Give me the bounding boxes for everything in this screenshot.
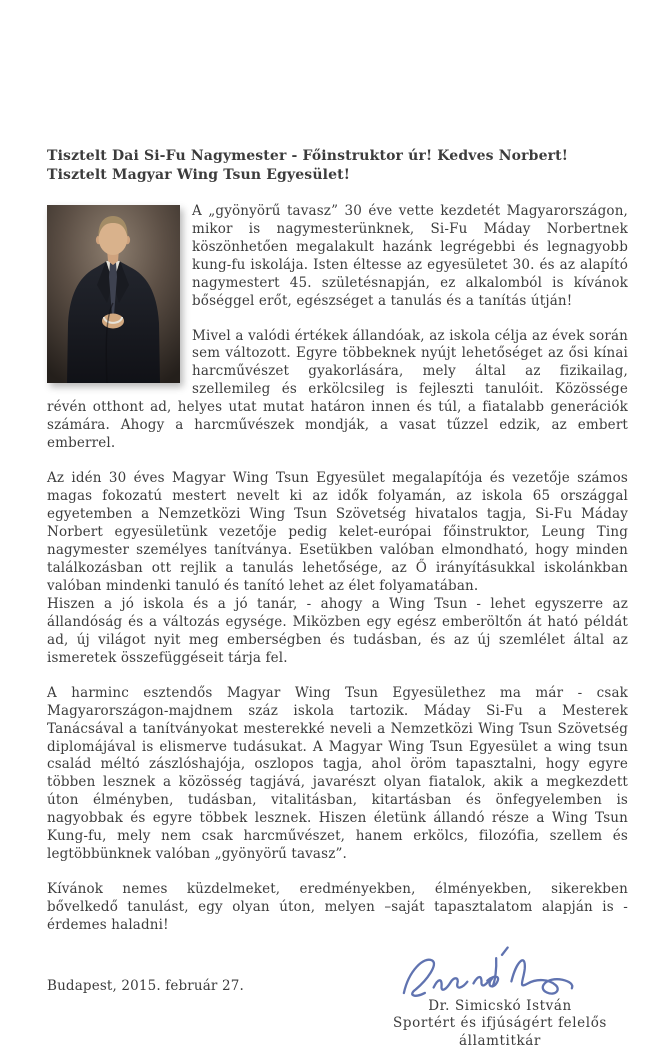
letter-paragraph-3: Az idén 30 éves Magyar Wing Tsun Egyesület megalapítója és vezetője számos magas fokozatú mestert nevelt ki az idők folyamán, az iskola 65 országgal egyetemben a Nemzetközi Wing Tsun Szövetség hivatalos tagja, Si-Fu Máday Norbert egyesületünk vezetője pedig kelet-európai főinstruktor, Leung Ting nagymester személyes tanítványa. Esetükben valóban elmondható, hogy minden találkozásban ott rejlik a tanulás lehetősége, az Ő irányításukkal iskolánkban valóban mindenki tanuló és tanító lehet az élet folyamatában. [47, 470, 628, 594]
signer-name: Dr. Simicskó István [428, 998, 572, 1015]
signer-title-2: államtitkár [459, 1032, 541, 1049]
letter-paragraph-4: Hiszen a jó iskola és a jó tanár, - ahogy a Wing Tsun - lehet egyszerre az állandóság és a változás egysége. Miközben egy egész emberöltőn át ható példát ad, új világot nyit meg emberségben és tudásban, és az új szemlélet által az ismeretek összefüggéseit tárja fel. [47, 595, 628, 666]
salutation-line-1: Tisztelt Dai Si-Fu Nagymester - Főinstruktor úr! Kedves Norbert! [47, 148, 569, 164]
salutation [47, 147, 628, 185]
date-line: Budapest, 2015. február 27. [47, 978, 244, 995]
handwritten-signature [391, 946, 609, 1002]
signer-title-1: Sportért és ifjúságért felelős [393, 1015, 607, 1032]
letter-paragraph-1: A „gyönyörű tavasz” 30 éve vette kezdetét Magyarországon, mikor is nagymesterünknek, Si-Fu Máday Norbertnek köszönhetően megalakult hazánk legrégebbi és legnagyobb kung-fu iskolája. Isten éltesse az egyesületet 30. és az alapító nagymestert 45. születésnapján, ez alkalomból is kívánok bőséggel erőt, egészséget a tanulás és a tanítás útján! [192, 202, 628, 309]
letter-paragraph-6: Kívánok nemes küzdelmeket, eredményekben, élményekben, sikerekben bővelkedő tanulást, egy olyan úton, melyen –saját tapasztalatom alapján is - érdemes haladni! [47, 881, 628, 934]
letter-paragraph-2: Mivel a valódi értékek állandóak, az iskola célja az évek során sem változott. Egyre többeknek nyújt lehetőséget az ősi kínai harcművészet gyakorlására, mely által az fizikailag, szellemileg és erkölcsileg is fejleszti tanulóit. Közössége révén otthont ad, helyes utat mutat határon innen és túl, a fiatalabb generációk számára. Ahogy a harcművészek mondják, a vasat tűzzel edzik, az embert emberrel. [47, 327, 628, 452]
portrait-photo-graphic [47, 205, 180, 383]
portrait-photo [47, 205, 180, 383]
salutation-line-2: Tisztelt Magyar Wing Tsun Egyesület! [47, 166, 351, 183]
closing-row [47, 952, 628, 1050]
letter-paragraph-5: A harminc esztendős Magyar Wing Tsun Egyesülethez ma már - csak Magyarországon-majdnem száz iskola tartozik. Máday Si-Fu a Mesterek Tanácsával a tanítványokat mesterekké neveli a Nemzetközi Wing Tsun Szövetség diplomájával is elismerve tudásukat. A Magyar Wing Tsun Egyesület a wing tsun család méltó zászlóshajója, oszlopos tagja, ahol öröm tapasztalni, hogy egyre többen lesznek a közösség tagjává, javarészt olyan fiatalok, akik a megkezdett úton élményben, tudásban, vitalitásban, kitartásban és önfegyelemben is nagyobbak és egyre többek lesznek. Hiszen életünk állandó része a Wing Tsun Kung-fu, mely nem csak harcművészet, hanem erkölcs, filozófia, szellem és legtöbbünknek valóban „gyönyörű tavasz”. [47, 684, 628, 863]
signature-block [372, 946, 628, 1050]
